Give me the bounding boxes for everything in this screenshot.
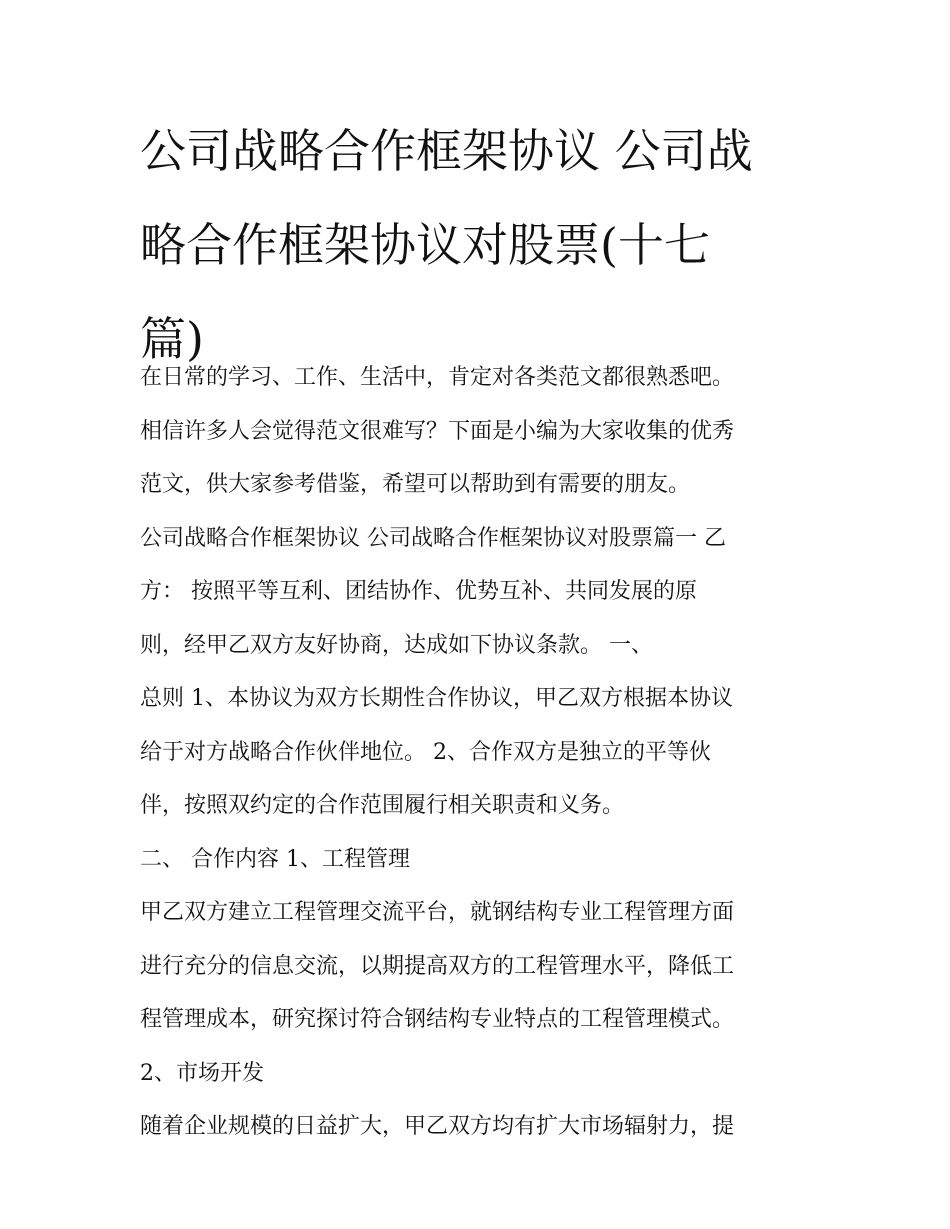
section-heading-cooperation — [140, 833, 820, 887]
title-line: 公司战略合作框架协议 公司战 — [140, 124, 753, 178]
text-line: 二、 合作内容 1、工程管理 — [140, 846, 410, 872]
agreement-paragraph — [140, 512, 820, 833]
text-line: 给于对方战略合作伙伴地位。 2、合作双方是独立的平等伙 — [140, 739, 711, 765]
intro-paragraph — [140, 351, 820, 512]
text-line: 则，经甲乙双方友好协商，达成如下协议条款。 一、 — [140, 632, 653, 658]
text-line: 程管理成本，研究探讨符合钢结构专业特点的工程管理模式。 — [140, 1007, 735, 1032]
engineering-paragraph — [140, 886, 820, 1047]
text-line: 总则 1、本协议为双方长期性合作协议，甲乙双方根据本协议 — [140, 686, 733, 711]
document-body — [140, 351, 820, 1154]
title-line: 略合作框架协议对股票(十七 — [140, 218, 710, 272]
text-line: 随着企业规模的日益扩大，甲乙双方均有扩大市场辐射力，提 — [140, 1114, 735, 1139]
text-line: 公司战略合作框架协议 公司战略合作框架协议对股票篇一 乙 — [140, 525, 726, 551]
text-line: 2、市场开发 — [140, 1060, 264, 1086]
section-heading-market — [140, 1047, 820, 1101]
text-line: 相信许多人会觉得范文很难写？下面是小编为大家收集的优秀 — [140, 418, 735, 444]
text-line: 伴，按照双约定的合作范围履行相关职责和义务。 — [140, 793, 625, 818]
text-line: 进行充分的信息交流，以期提高双方的工程管理水平，降低工 — [140, 953, 735, 979]
text-line: 在日常的学习、工作、生活中，肯定对各类范文都很熟悉吧。 — [140, 365, 735, 390]
text-line: 甲乙双方建立工程管理交流平台，就钢结构专业工程管理方面 — [140, 900, 735, 925]
title-line: 篇) — [140, 312, 204, 366]
text-line: 方： 按照平等互利、团结协作、优势互补、共同发展的原 — [140, 579, 697, 604]
market-paragraph — [140, 1100, 820, 1154]
text-line: 范文，供大家参考借鉴，希望可以帮助到有需要的朋友。 — [140, 472, 691, 497]
document-title — [140, 104, 820, 386]
